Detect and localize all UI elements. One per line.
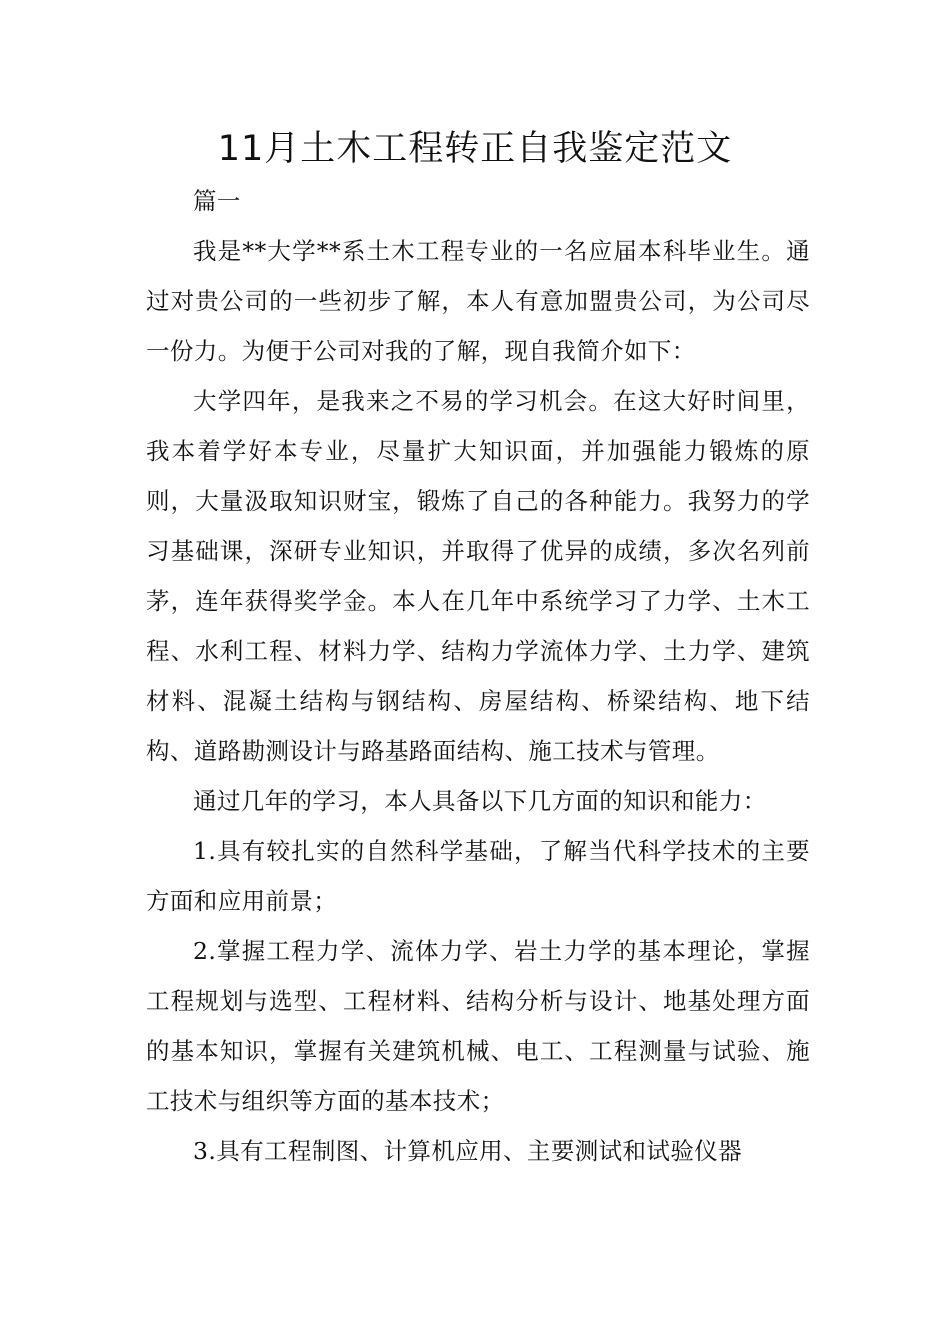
list-item-2: 2.掌握工程力学、流体力学、岩土力学的基本理论，掌握工程规划与选型、工程材料、结构分析与设计、地基处理方面的基本知识，掌握有关建筑机械、电工、工程测量与试验、施工技术与组织等方面的基本技术； (146, 937, 810, 1115)
paragraph-abilities-intro: 通过几年的学习，本人具备以下几方面的知识和能力： (193, 787, 767, 815)
list-item-3: 3.具有工程制图、计算机应用、主要测试和试验仪器 (193, 1137, 743, 1165)
paragraph-university-study: 大学四年，是我来之不易的学习机会。在这大好时间里，我本着学好本专业，尽量扩大知识面，并加强能力锻炼的原则，大量汲取知识财宝，锻炼了自己的各种能力。我努力的学习基础课，深研专业知识，并取得了优异的成绩，多次名列前茅，连年获得奖学金。本人在几年中系统学习了力学、土木工程、水利工程、材料力学、结构力学流体力学、土力学、建筑材料、混凝土结构与钢结构、房屋结构、桥梁结构、地下结构、道路勘测设计与路基路面结构、施工技术与管理。 (146, 387, 810, 765)
document-body (146, 176, 810, 1176)
list-item-1: 1.具有较扎实的自然科学基础，了解当代科学技术的主要方面和应用前景； (146, 837, 810, 915)
section-heading: 篇一 (193, 187, 241, 215)
document-title: 11月土木工程转正自我鉴定范文 (217, 129, 733, 169)
paragraph-intro: 我是**大学**系土木工程专业的一名应届本科毕业生。通过对贵公司的一些初步了解，本人有意加盟贵公司，为公司尽一份力。为便于公司对我的了解，现自我简介如下： (146, 237, 810, 365)
